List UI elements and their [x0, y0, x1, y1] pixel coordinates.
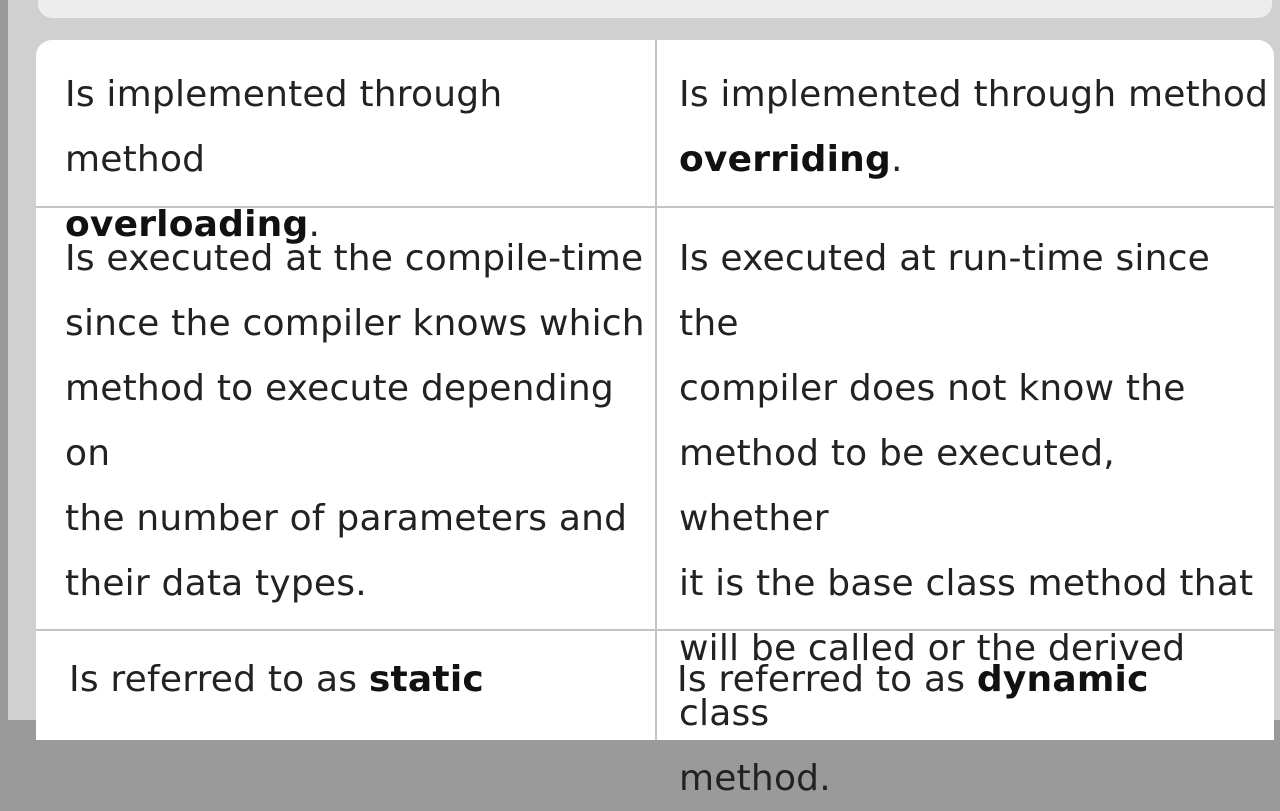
row3-left-line [69, 647, 649, 712]
row2-right-line-6: method. [679, 758, 831, 799]
row3-left-cell [69, 647, 649, 712]
row1-left-line: Is implemented through method [65, 74, 503, 180]
row1-right-line-2 [679, 127, 1269, 192]
row1-left-suffix: . [308, 204, 321, 245]
row2-right-line-5: will be called or the derived class [679, 628, 1186, 734]
row1-right-line: Is implemented through method [679, 74, 1269, 115]
row2-right-line-1: Is executed at run-time since the [679, 238, 1210, 344]
row2-left-line-5: their data types. [65, 563, 367, 604]
row3-right-line [677, 647, 1267, 712]
row1-right-suffix: . [890, 139, 903, 180]
row2-left-line-1: Is executed at the compile-time [65, 238, 644, 279]
row3-right-emphasis: dynamic [976, 659, 1149, 700]
column-divider [655, 40, 657, 740]
row2-left-cell [65, 226, 650, 616]
row1-right-emphasis: overriding [679, 139, 891, 180]
row3-right-cell [677, 647, 1267, 712]
row2-right-cell [679, 226, 1274, 811]
row2-left-line-4: the number of parameters and [65, 498, 628, 539]
row3-left-emphasis: static [368, 659, 484, 700]
row1-right-cell [679, 62, 1269, 192]
row2-left-line-2: since the compiler knows which [65, 303, 645, 344]
row2-right-line-2: compiler does not know the [679, 368, 1186, 409]
row3-right-text: Is referred to as [677, 659, 966, 700]
row3-left-text: Is referred to as [69, 659, 358, 700]
comparison-table [36, 40, 1274, 799]
row2-right-line-4: it is the base class method that [679, 563, 1254, 604]
slide-frame [8, 0, 1280, 799]
row1-left-emphasis: overloading [65, 204, 309, 245]
previous-panel-edge [38, 0, 1272, 18]
row2-right-line-3: method to be executed, whether [679, 433, 1115, 539]
row2-left-line-3: method to execute depending on [65, 368, 614, 474]
